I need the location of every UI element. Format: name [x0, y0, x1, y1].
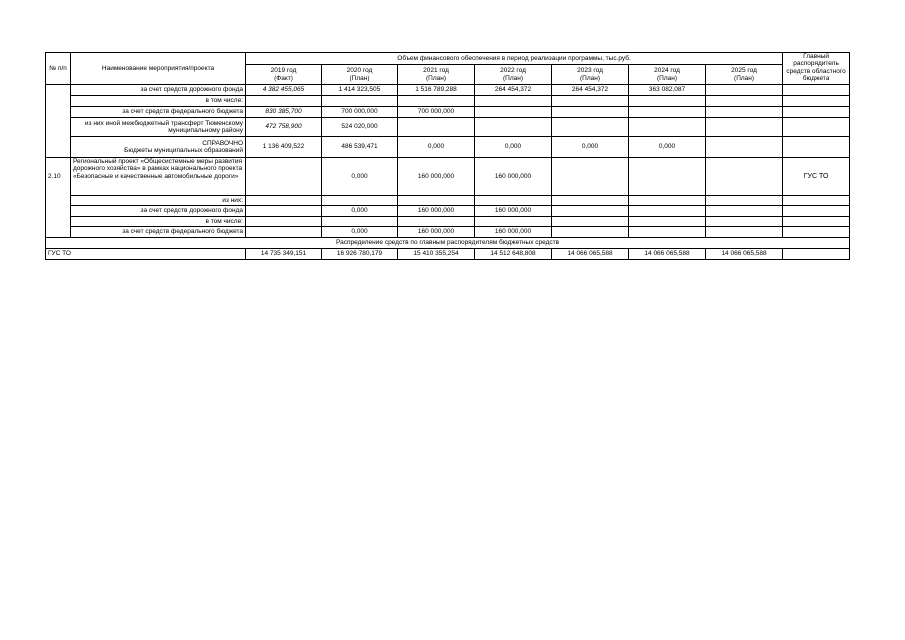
num-col-header: № п/п	[46, 53, 71, 85]
value-cell: 486 539,471	[322, 137, 398, 158]
year-header: 2021 год (План)	[398, 65, 475, 85]
value-cell	[552, 118, 629, 137]
total-value-cell: 14 512 648,808	[475, 249, 552, 260]
row-name: за счет средств федерального бюджета	[71, 107, 246, 118]
value-cell: 0,000	[322, 206, 398, 217]
table-row	[46, 158, 850, 196]
manager-cell	[783, 249, 850, 260]
value-cell: 0,000	[322, 158, 398, 196]
value-cell	[475, 96, 552, 107]
value-cell	[322, 217, 398, 227]
value-cell: 160 000,000	[475, 227, 552, 238]
row-name: Региональный проект «Общесистемные меры развития дорожного хозяйства» в рамках национального проекта «Безопасные и качественные автомобильные дороги»	[71, 158, 246, 196]
table-row	[46, 206, 850, 217]
total-row	[46, 249, 850, 260]
total-value-cell: 15 410 355,254	[398, 249, 475, 260]
value-cell	[398, 118, 475, 137]
value-cell: 0,000	[629, 137, 706, 158]
value-cell: 1 136 409,522	[246, 137, 322, 158]
row-num	[46, 107, 71, 118]
row-num	[46, 96, 71, 107]
value-cell	[246, 158, 322, 196]
year-header: 2020 год (План)	[322, 65, 398, 85]
value-cell	[629, 206, 706, 217]
value-cell	[629, 217, 706, 227]
value-cell: 700 000,000	[398, 107, 475, 118]
value-cell	[629, 96, 706, 107]
budget-table	[45, 52, 850, 260]
value-cell	[706, 96, 783, 107]
table-row	[46, 118, 850, 137]
value-cell: 160 000,000	[398, 158, 475, 196]
value-cell	[552, 96, 629, 107]
value-cell	[706, 206, 783, 217]
row-num	[46, 206, 71, 217]
value-cell	[706, 118, 783, 137]
value-cell	[398, 96, 475, 107]
manager-cell	[783, 217, 850, 227]
table-row	[46, 196, 850, 206]
row-num	[46, 137, 71, 158]
value-cell	[706, 217, 783, 227]
value-cell: 363 082,087	[629, 85, 706, 96]
value-cell: 264 454,372	[552, 85, 629, 96]
total-value-cell: 16 926 780,179	[322, 249, 398, 260]
row-num	[46, 196, 71, 206]
total-value-cell: 14 066 065,588	[552, 249, 629, 260]
manager-cell: ГУС ТО	[783, 158, 850, 196]
value-cell	[629, 118, 706, 137]
value-cell	[629, 196, 706, 206]
row-name: СПРАВОЧНО Бюджеты муниципальных образований	[71, 137, 246, 158]
value-cell	[706, 137, 783, 158]
value-cell	[629, 227, 706, 238]
distribution-caption: Распределение средств по главным распорядителям бюджетных средств	[46, 238, 850, 249]
row-name: из них:	[71, 196, 246, 206]
row-num	[46, 118, 71, 137]
year-header: 2019 год (Факт)	[246, 65, 322, 85]
value-cell	[475, 196, 552, 206]
value-cell	[246, 227, 322, 238]
value-cell	[475, 217, 552, 227]
value-cell: 4 382 455,065	[246, 85, 322, 96]
value-cell	[552, 217, 629, 227]
table-row	[46, 96, 850, 107]
year-header: 2025 год (План)	[706, 65, 783, 85]
row-num	[46, 227, 71, 238]
value-cell: 700 000,000	[322, 107, 398, 118]
table-row	[46, 137, 850, 158]
manager-col-header: Главный распорядитель средств областного бюджета	[783, 53, 850, 85]
value-cell: 264 454,372	[475, 85, 552, 96]
value-cell	[246, 196, 322, 206]
value-cell	[475, 107, 552, 118]
year-header: 2023 год (План)	[552, 65, 629, 85]
value-cell: 830 385,700	[246, 107, 322, 118]
manager-cell	[783, 107, 850, 118]
row-num	[46, 217, 71, 227]
value-cell	[246, 217, 322, 227]
table-row	[46, 217, 850, 227]
row-name: в том числе:	[71, 96, 246, 107]
value-cell	[398, 196, 475, 206]
value-cell: 0,000	[322, 227, 398, 238]
volume-caption: Объем финансового обеспечения в период реализации программы, тыс.руб.	[246, 53, 783, 65]
value-cell	[552, 196, 629, 206]
year-header: 2024 год (План)	[629, 65, 706, 85]
name-col-header: Наименование мероприятия/проекта	[71, 53, 246, 85]
value-cell	[322, 196, 398, 206]
budget-table-page	[45, 52, 849, 260]
value-cell	[552, 158, 629, 196]
value-cell: 524 020,000	[322, 118, 398, 137]
value-cell: 0,000	[475, 137, 552, 158]
total-value-cell: 14 066 065,588	[629, 249, 706, 260]
row-name: за счет средств федерального бюджета	[71, 227, 246, 238]
value-cell: 160 000,000	[398, 206, 475, 217]
value-cell	[475, 118, 552, 137]
value-cell: 160 000,000	[475, 158, 552, 196]
row-name: за счет средств дорожного фонда	[71, 206, 246, 217]
value-cell: 0,000	[398, 137, 475, 158]
manager-cell	[783, 137, 850, 158]
manager-cell	[783, 85, 850, 96]
total-row-name: ГУС ТО	[46, 249, 246, 260]
value-cell	[552, 206, 629, 217]
value-cell	[629, 158, 706, 196]
value-cell	[706, 158, 783, 196]
row-name: из них иной межбюджетный трансферт Тюменскому муниципальному району	[71, 118, 246, 137]
table-row	[46, 227, 850, 238]
value-cell	[706, 107, 783, 118]
manager-cell	[783, 196, 850, 206]
manager-cell	[783, 96, 850, 107]
value-cell	[706, 85, 783, 96]
value-cell	[246, 206, 322, 217]
value-cell	[552, 107, 629, 118]
year-header: 2022 год (План)	[475, 65, 552, 85]
row-num: 2.10	[46, 158, 71, 196]
value-cell: 472 758,900	[246, 118, 322, 137]
section-caption-row	[46, 238, 850, 249]
manager-cell	[783, 206, 850, 217]
row-num	[46, 85, 71, 96]
table-row	[46, 107, 850, 118]
value-cell	[246, 96, 322, 107]
value-cell: 1 414 323,505	[322, 85, 398, 96]
row-name: в том числе:	[71, 217, 246, 227]
value-cell	[629, 107, 706, 118]
value-cell: 160 000,000	[398, 227, 475, 238]
value-cell	[398, 217, 475, 227]
row-name: за счет средств дорожного фонда	[71, 85, 246, 96]
table-row	[46, 85, 850, 96]
value-cell: 0,000	[552, 137, 629, 158]
value-cell	[322, 96, 398, 107]
total-value-cell: 14 735 349,151	[246, 249, 322, 260]
value-cell	[552, 227, 629, 238]
value-cell	[706, 227, 783, 238]
manager-cell	[783, 227, 850, 238]
total-value-cell: 14 066 065,588	[706, 249, 783, 260]
manager-cell	[783, 118, 850, 137]
value-cell	[706, 196, 783, 206]
value-cell: 1 516 789,288	[398, 85, 475, 96]
value-cell: 160 000,000	[475, 206, 552, 217]
